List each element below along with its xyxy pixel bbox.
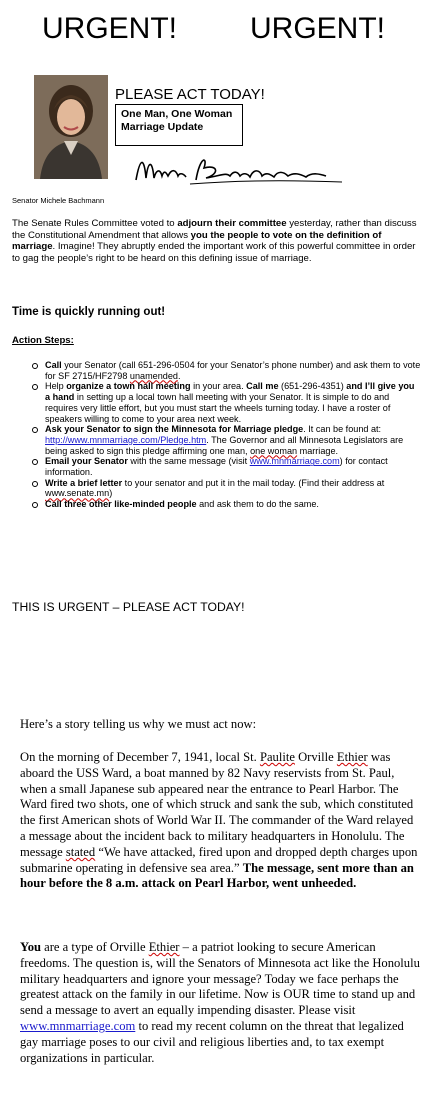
urgent-banner: THIS IS URGENT – PLEASE ACT TODAY! <box>12 600 245 614</box>
urgent-heading-left: URGENT! <box>42 12 177 45</box>
act-today-heading: PLEASE ACT TODAY! <box>115 86 265 103</box>
urgent-heading-right: URGENT! <box>250 12 385 45</box>
pledge-link[interactable]: http://www.mnmarriage.com/Pledge.htm <box>45 434 207 445</box>
senator-portrait <box>34 75 108 179</box>
portrait-caption: Senator Michele Bachmann <box>12 196 105 205</box>
mnmarriage-column-link[interactable]: www.mnmarriage.com <box>20 1018 136 1033</box>
intro-paragraph: The Senate Rules Committee voted to adjourn their committee yesterday, rather than discuss the Constitutional Amendment that allows you the people to vote on the definition of marriage. Imagine! They abruptly ended the important work of this powerful committee in order to gag the people’s right to be heard on this defining issue of marriage. <box>12 218 417 264</box>
story-paragraph-1: On the morning of December 7, 1941, local St. Paulite Orville Ethier was aboard the USS Ward, a boat manned by 82 Navy reservists from St. Paul, when a small Japanese sub appeared near the entrance to Pearl Harbor. The Ward fired two shots, one of which struck and sank the sub, which constituted the first American shots of World War II. The commander of the Ward relayed a message about the incident back to military headquarters in Honolulu. The message stated “We have attacked, fired upon and dropped depth charges upon submarine operating in defensive sea area.” The message, sent more than an hour before the 8 a.m. attack on Pearl Harbor, went unheeded. <box>20 750 418 891</box>
list-item: Call three other like-minded people and ask them to do the same. <box>32 499 422 510</box>
list-item: Call your Senator (call 651-296-0504 for your Senator’s phone number) and ask them to vote for SF 2715/HF2798 unamended. <box>32 360 422 381</box>
list-item: Help organize a town hall meeting in your area. Call me (651-296-4351) and I’ll give you a hand in setting up a local town hall meeting with your Senator. It is simple to do and requires very little effort, but you must start the wheels turning today. I have a roster of speakers willing to come to your area next week. <box>32 381 422 424</box>
update-title-line2: Marriage Update <box>121 121 204 133</box>
action-steps-heading: Action Steps: <box>12 335 74 346</box>
story-paragraph-2: You are a type of Orville Ethier – a patriot looking to secure American freedoms. The question is, will the Senators of Minnesota act like the Honolulu military headquarters and ignore your message? Today we face perhaps the greatest attack on the family in our lifetime. Now is OUR time to stand up and send a message to avert an equally impending disaster. Please visit www.mnmarriage.com to read my recent column on the threat that legalized gay marriage poses to our civil and religious liberties and, to tax exempt organizations in particular. <box>20 940 420 1065</box>
list-item: Email your Senator with the same message (visit www.mnmarriage.com) for contact information. <box>32 456 422 477</box>
list-item: Ask your Senator to sign the Minnesota for Marriage pledge. It can be found at: http://www.mnmarriage.com/Pledge.htm. The Governor and all Minnesota Legislators are being asked to sign this pledge affirming one man, one woman marriage. <box>32 424 422 456</box>
list-item: Write a brief letter to your senator and put it in the mail today. (Find their address at www.senate.mn) <box>32 478 422 499</box>
action-steps-list <box>32 360 422 510</box>
time-running-heading: Time is quickly running out! <box>12 306 166 318</box>
handwritten-signature <box>130 150 370 190</box>
update-title-line1: One Man, One Woman <box>121 108 233 120</box>
story-heading: Here’s a story telling us why we must act now: <box>20 717 257 731</box>
mnmarriage-link[interactable]: www.mnmarriage.com <box>249 456 340 467</box>
update-title-box <box>115 104 243 146</box>
